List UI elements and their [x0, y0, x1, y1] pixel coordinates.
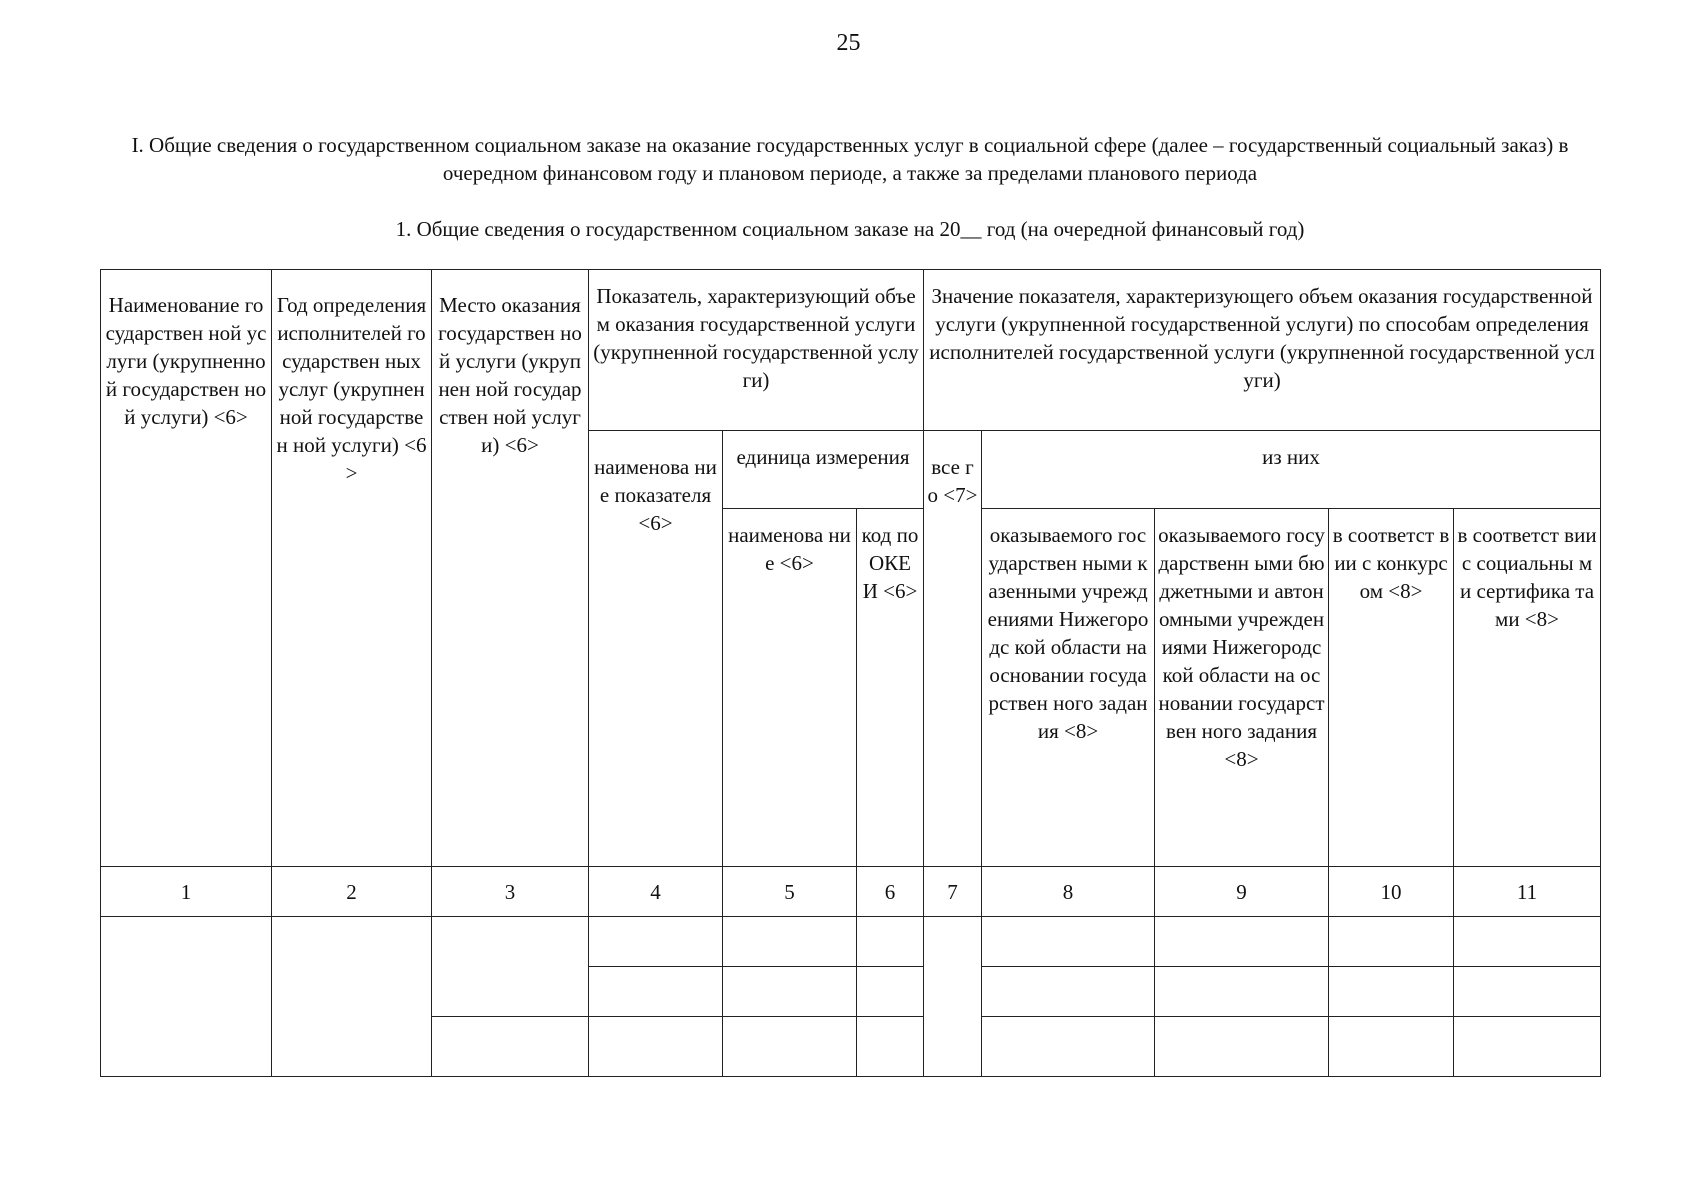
- empty-cell: [1454, 1017, 1601, 1077]
- column-number: 7: [924, 867, 982, 917]
- header-place: Место оказания государствен ной услуги (укрупнен ной государствен ной услуги) <6>: [432, 270, 589, 867]
- empty-cell: [723, 917, 857, 967]
- social-order-table: [100, 269, 1601, 1077]
- column-number: 10: [1329, 867, 1454, 917]
- empty-cell: [857, 1017, 924, 1077]
- header-contest: в соответст вии с конкурсом <8>: [1329, 509, 1454, 867]
- section-heading: I. Общие сведения о государственном социальном заказе на оказание государственных услуг в социальной сфере (далее – государственный социальный заказ) в очередном финансовом году и плановом периоде, а также за пределами планового периода: [131, 133, 1569, 185]
- empty-cell: [589, 1017, 723, 1077]
- header-indicator-group: Показатель, характеризующий объем оказания государственной услуги (укрупненной государственной услуги): [589, 270, 924, 431]
- header-year: Год определения исполнителей государствен ных услуг (укрупненной государствен ной услуги) <6>: [272, 270, 432, 867]
- empty-cell: [1454, 917, 1601, 967]
- column-number: 2: [272, 867, 432, 917]
- empty-cell: [982, 1017, 1155, 1077]
- page-number: 25: [836, 30, 861, 56]
- empty-cell: [857, 967, 924, 1017]
- header-service-name: Наименование государствен ной услуги (укрупненной государствен ной услуги) <6>: [101, 270, 272, 867]
- header-of-them: из них: [982, 431, 1601, 509]
- column-number: 8: [982, 867, 1155, 917]
- column-number: 5: [723, 867, 857, 917]
- header-unit-group: единица измерения: [723, 431, 924, 509]
- empty-cell: [982, 917, 1155, 967]
- column-number: 1: [101, 867, 272, 917]
- empty-cell: [589, 967, 723, 1017]
- header-budget-auto-institutions: оказываемого государственн ыми бюджетными и автономными учреждениями Нижегородс кой области на основании государствен ного задания <8>: [1155, 509, 1329, 867]
- empty-cell: [1329, 967, 1454, 1017]
- empty-cell: [723, 1017, 857, 1077]
- empty-cell: [272, 917, 432, 1077]
- header-state-gov-institutions: оказываемого государствен ными казенными учреждениями Нижегородс кой области на основании государствен ного задания <8>: [982, 509, 1155, 867]
- empty-cell: [432, 1017, 589, 1077]
- header-total: все го <7>: [924, 431, 982, 867]
- column-number-row: [101, 867, 1601, 917]
- empty-cell: [1329, 1017, 1454, 1077]
- empty-cell: [924, 917, 982, 1077]
- empty-cell: [1454, 967, 1601, 1017]
- header-certificates: в соответст вии с социальны ми сертифика тами <8>: [1454, 509, 1601, 867]
- header-unit-code: код по ОКЕ И <6>: [857, 509, 924, 867]
- header-indicator-name: наименова ние показателя <6>: [589, 431, 723, 867]
- empty-cell: [723, 967, 857, 1017]
- column-number: 4: [589, 867, 723, 917]
- column-number: 9: [1155, 867, 1329, 917]
- empty-cell: [857, 917, 924, 967]
- empty-cell: [589, 917, 723, 967]
- column-number: 3: [432, 867, 589, 917]
- empty-cell: [1155, 917, 1329, 967]
- empty-cell: [1155, 967, 1329, 1017]
- empty-cell: [432, 917, 589, 1017]
- header-row-1: [101, 270, 1601, 431]
- header-value-group: Значение показателя, характеризующего объем оказания государственной услуги (укрупненной государственной услуги) по способам определения исполнителей государственной услуги (укрупненной государственной услуги): [924, 270, 1601, 431]
- header-unit-name: наименова ние <6>: [723, 509, 857, 867]
- column-number: 11: [1454, 867, 1601, 917]
- empty-cell: [101, 917, 272, 1077]
- empty-row: [101, 917, 1601, 967]
- column-number: 6: [857, 867, 924, 917]
- empty-cell: [982, 967, 1155, 1017]
- empty-cell: [1155, 1017, 1329, 1077]
- subsection-heading: 1. Общие сведения о государственном социальном заказе на 20__ год (на очередной финансовый год): [395, 217, 1305, 241]
- empty-cell: [1329, 917, 1454, 967]
